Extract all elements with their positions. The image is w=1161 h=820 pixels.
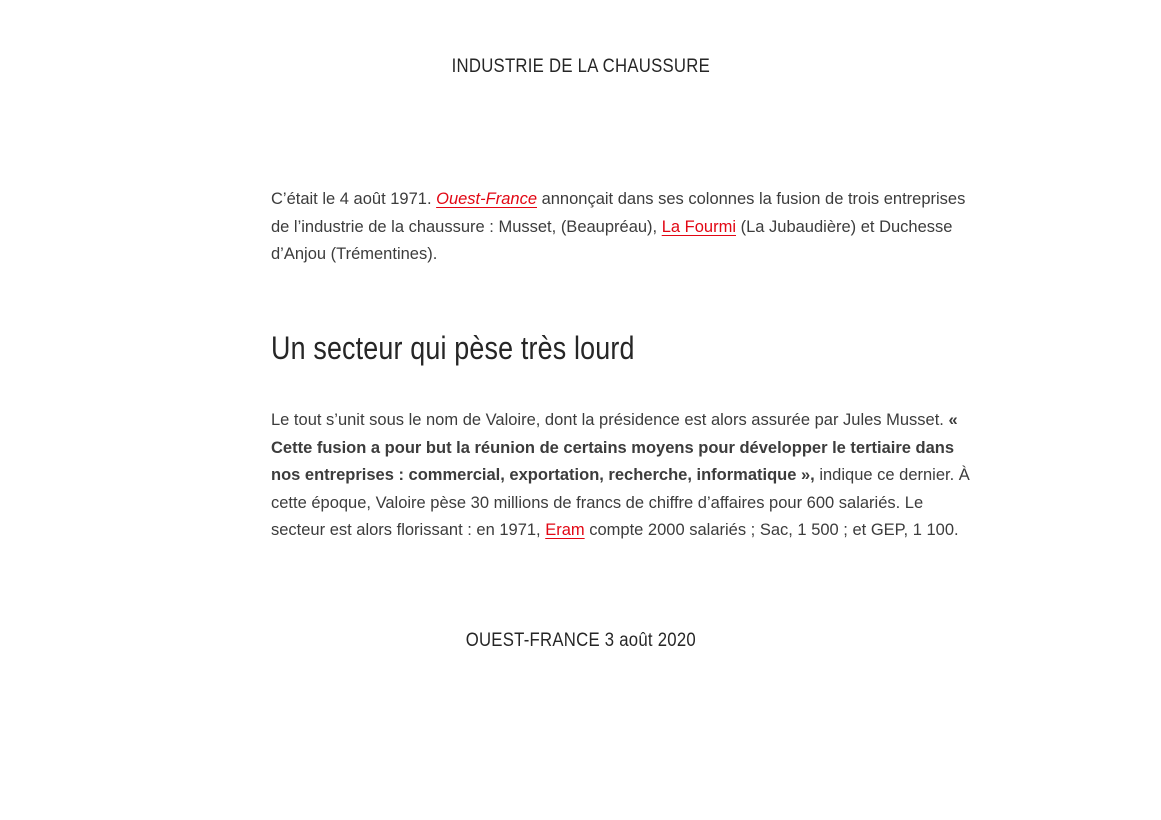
- section-heading: [271, 330, 971, 367]
- source-dateline-label: OUEST-FRANCE 3 août 2020: [465, 630, 696, 651]
- text-segment: « Cette fusion a pour but la réunion de certains moyens pour développer le tertiaire dans nos entreprises : commercial, exportation, recherche, informatique »,: [271, 411, 958, 484]
- link-ouest-france[interactable]: Ouest-France: [436, 190, 537, 208]
- text-segment: indique ce dernier. À cette époque, Valoire pèse 30 millions de francs de chiffre d’affaires pour 600 salariés. Le secteur est alors florissant : en 1971,: [271, 466, 970, 539]
- section-heading-label: Un secteur qui pèse très lourd: [271, 330, 635, 366]
- source-dateline: [0, 630, 1161, 652]
- link-la-fourmi[interactable]: La Fourmi: [661, 217, 736, 236]
- text-segment: (La Jubaudière) et Duchesse d’Anjou (Trémentines).: [271, 217, 953, 263]
- article-kicker-label: INDUSTRIE DE LA CHAUSSURE: [451, 56, 710, 77]
- text-segment: annonçait dans ses colonnes la fusion de trois entreprises de l’industrie de la chaussure : Musset, (Beaupréau),: [271, 190, 966, 236]
- text-segment: compte 2000 salariés ; Sac, 1 500 ; et GEP, 1 100.: [584, 521, 959, 539]
- text-segment: Le tout s’unit sous le nom de Valoire, dont la présidence est alors assurée par Jules Musset.: [271, 411, 949, 429]
- article-paragraph-intro: [271, 186, 971, 269]
- link-eram[interactable]: Eram: [545, 521, 585, 539]
- article-paragraph-body: [271, 407, 971, 545]
- article-kicker: [0, 56, 1161, 78]
- text-segment: C’était le 4 août 1971.: [271, 190, 437, 208]
